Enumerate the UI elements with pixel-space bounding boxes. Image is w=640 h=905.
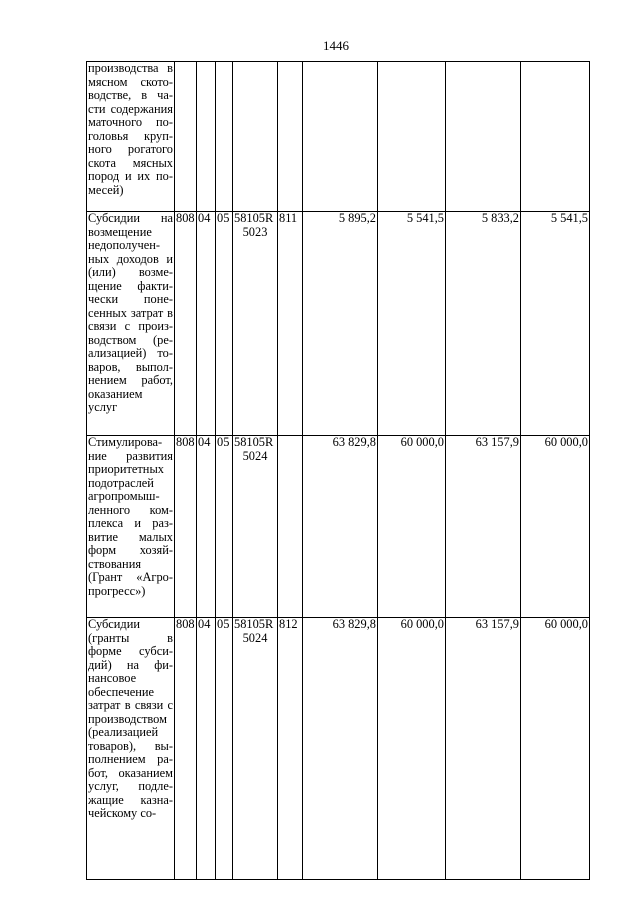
row-name-line: (гранты в [88, 630, 173, 645]
vr-code-cell: 812 [278, 618, 303, 880]
row-name-line: нансовое [88, 671, 137, 685]
row-name-line: сти содержания [88, 101, 173, 116]
amount-cell-v3: 5 833,2 [446, 212, 521, 436]
row-name-line: форме субси- [88, 644, 173, 658]
row-name-line: производства в [88, 61, 173, 75]
gr-code-cell: 808 [175, 212, 197, 436]
row-name-line: (или) возме- [88, 265, 173, 279]
row-name-line: плекса и раз- [88, 516, 173, 530]
csr-code-cell [233, 618, 278, 880]
row-name-line: производством [88, 711, 167, 726]
amount-cell-v1: 5 895,2 [303, 212, 378, 436]
row-name-line: (реализацией [88, 725, 159, 739]
row-name-line: дий) на фи- [88, 657, 173, 672]
row-name-line: Субсидии [88, 617, 140, 631]
csr-code-part: 58105R [234, 211, 274, 225]
amount-cell-v4: 60 000,0 [521, 436, 590, 618]
row-name-line: услуг [88, 400, 118, 414]
csr-code-cell [233, 212, 278, 436]
row-name-line: подотраслей [88, 475, 154, 490]
pr-code-cell [216, 62, 233, 212]
amount-cell-v1 [303, 62, 378, 212]
row-name-line: возмещение [88, 224, 152, 239]
gr-code-cell: 808 [175, 436, 197, 618]
table-row [87, 436, 590, 618]
pr-code-cell: 05 [216, 212, 233, 436]
row-name-line: (Грант «Агро- [88, 570, 173, 584]
row-name-line: маточного по- [88, 115, 173, 129]
row-name-line: Субсидии на [88, 211, 173, 225]
gr-code-cell [175, 62, 197, 212]
amount-cell-v2 [378, 62, 446, 212]
row-name-cell [87, 212, 175, 436]
csr-code-cell [233, 62, 278, 212]
row-name-line: бот, оказанием [88, 765, 173, 780]
row-name-line: месей) [88, 182, 124, 197]
row-name-line: чейскому со- [88, 806, 157, 820]
row-name-line: водстве, в ча- [88, 88, 173, 102]
row-name-cell [87, 62, 175, 212]
amount-cell-v4 [521, 62, 590, 212]
amount-cell-v2: 60 000,0 [378, 436, 446, 618]
row-name-line: водством (ре- [88, 332, 173, 347]
pr-code-cell: 05 [216, 618, 233, 880]
row-name-cell [87, 618, 175, 880]
rz-code-cell: 04 [197, 212, 216, 436]
row-name-line: ствования [88, 556, 142, 571]
row-name-line: товаров), вы- [88, 738, 173, 753]
rz-code-cell: 04 [197, 436, 216, 618]
pr-code-cell: 05 [216, 436, 233, 618]
row-name-line: услуг, подле- [88, 779, 173, 793]
row-name-line: чески поне- [88, 292, 173, 306]
csr-code-part: 58105R [234, 435, 274, 449]
row-name-line: ние развития [88, 448, 173, 463]
amount-cell-v3: 63 157,9 [446, 618, 521, 880]
amount-cell-v2: 60 000,0 [378, 618, 446, 880]
amount-cell-v2: 5 541,5 [378, 212, 446, 436]
row-name-line: недополучен- [88, 238, 160, 252]
table-row [87, 212, 590, 436]
table-row [87, 62, 590, 212]
row-name-line: Стимулирова- [88, 435, 163, 449]
row-name-line: варов, выпол- [88, 359, 173, 374]
row-name-line: жащие казна- [88, 792, 173, 807]
row-name-line: ленного ком- [88, 502, 173, 517]
row-name-line: связи с произ- [88, 319, 173, 333]
row-name-line: сенных затрат в [88, 305, 173, 320]
amount-cell-v4: 60 000,0 [521, 618, 590, 880]
amount-cell-v1: 63 829,8 [303, 618, 378, 880]
row-name-line: мясном ското- [88, 74, 173, 89]
row-name-line: обеспечение [88, 684, 154, 699]
rz-code-cell [197, 62, 216, 212]
csr-code-part: 58105R [234, 617, 274, 631]
page-number: 1446 [323, 38, 349, 53]
row-name-line: пород и их по- [88, 169, 173, 183]
row-name-line: щение факти- [88, 278, 173, 293]
row-name-line: прогресс») [88, 583, 146, 598]
row-name-line: агропромыш- [88, 489, 160, 503]
row-name-line: скота мясных [88, 155, 173, 170]
row-name-line: головья круп- [88, 128, 173, 143]
budget-table [86, 61, 590, 880]
rz-code-cell: 04 [197, 618, 216, 880]
vr-code-cell [278, 436, 303, 618]
row-name-line: ализацией) то- [88, 346, 173, 360]
table-row [87, 618, 590, 880]
csr-code-part: 5024 [242, 630, 268, 645]
row-name-line: нением работ, [88, 373, 173, 387]
row-name-cell [87, 436, 175, 618]
row-name-line: форм хозяй- [88, 543, 173, 557]
row-name-line: ного рогатого [88, 142, 173, 156]
row-name-line: затрат в связи с [88, 698, 173, 712]
row-name-line: приоритетных [88, 462, 164, 476]
vr-code-cell: 811 [278, 212, 303, 436]
row-name-line: полнением ра- [88, 752, 173, 766]
csr-code-part: 5023 [242, 224, 268, 239]
vr-code-cell [278, 62, 303, 212]
amount-cell-v3 [446, 62, 521, 212]
row-name-line: оказанием [88, 386, 143, 401]
amount-cell-v4: 5 541,5 [521, 212, 590, 436]
csr-code-cell [233, 436, 278, 618]
amount-cell-v1: 63 829,8 [303, 436, 378, 618]
gr-code-cell: 808 [175, 618, 197, 880]
amount-cell-v3: 63 157,9 [446, 436, 521, 618]
row-name-line: ных доходов и [88, 251, 173, 266]
csr-code-part: 5024 [242, 448, 268, 463]
row-name-line: витие малых [88, 529, 173, 544]
